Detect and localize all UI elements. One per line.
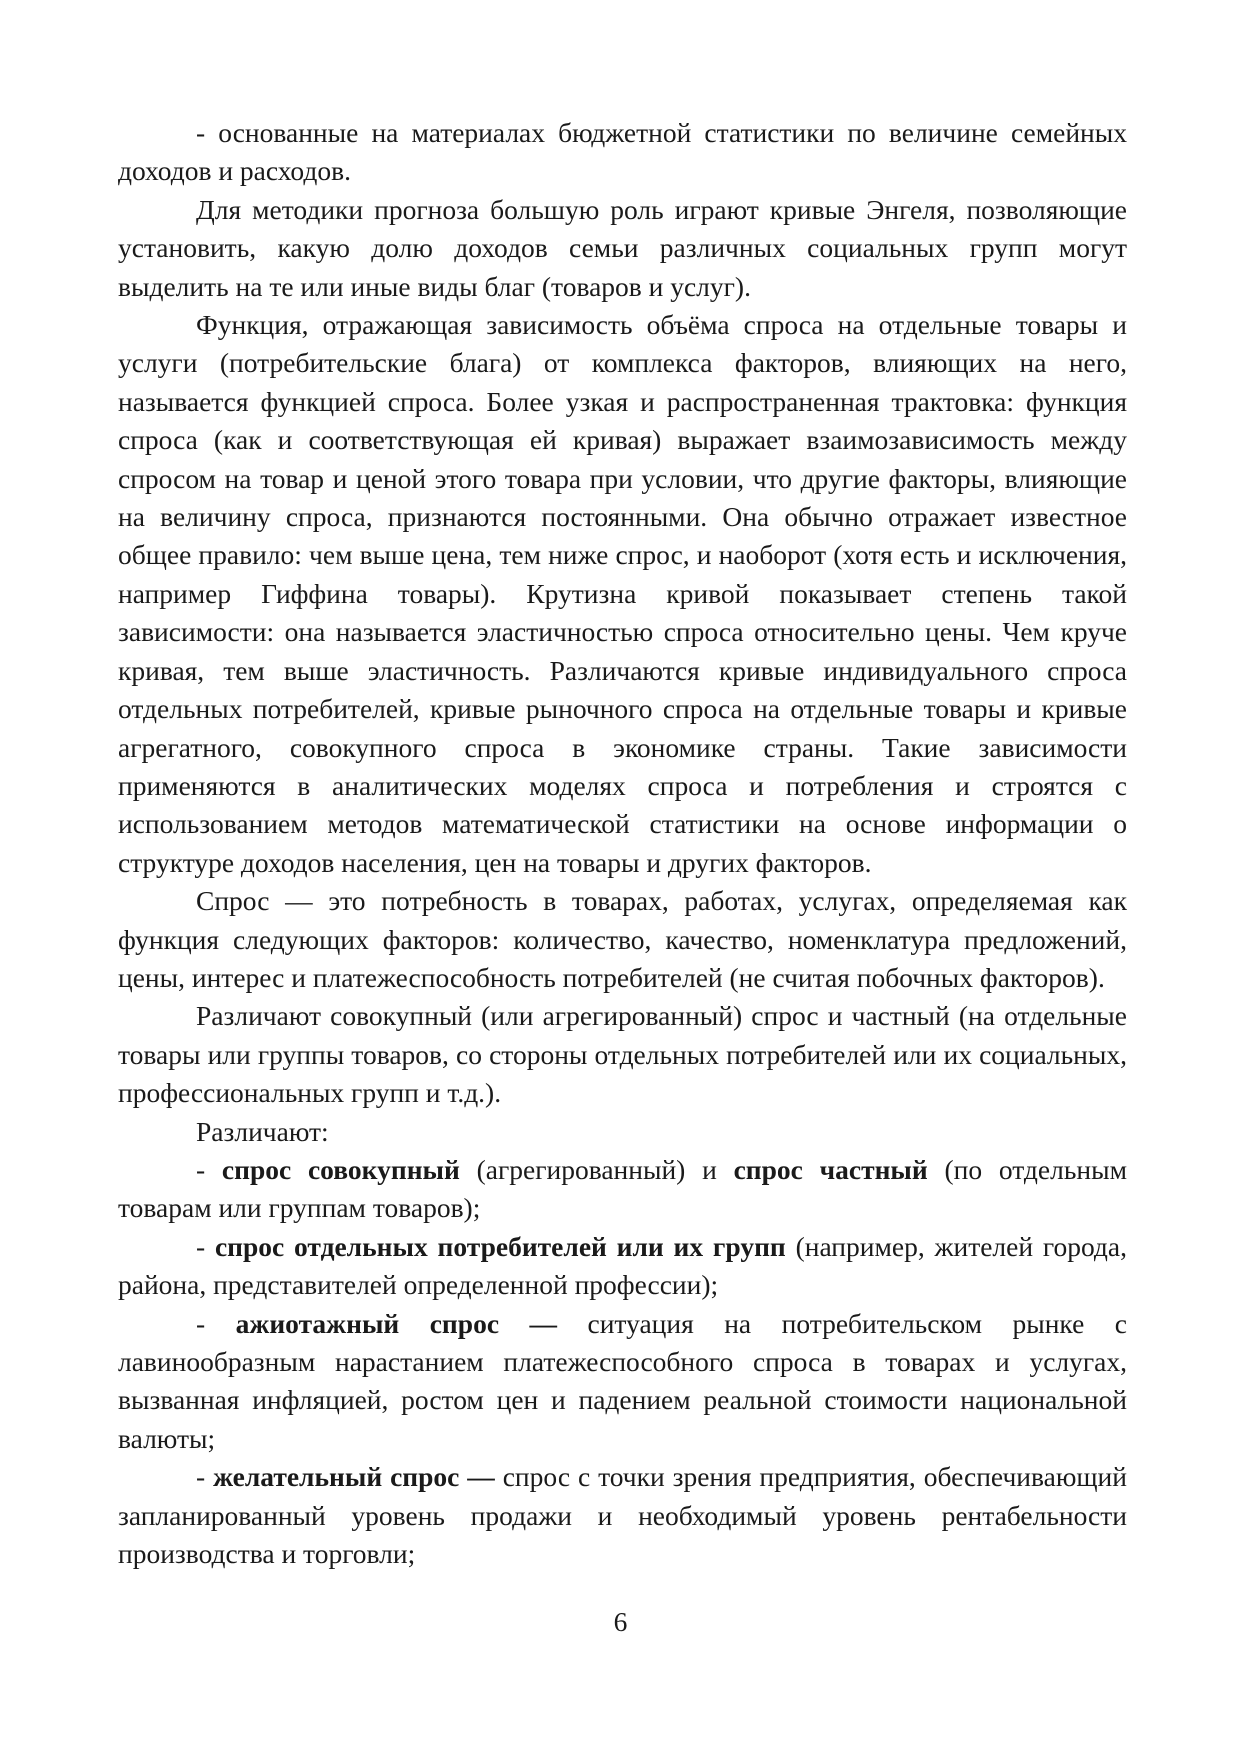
list-item-rest: (по отдельным товарам или группам товаров); [118, 1153, 1127, 1224]
term-consumer-groups-demand: спрос отдельных потребителей или их групп [214, 1230, 786, 1262]
list-item-rest: (например, жителей города, района, представителей определенной профессии); [118, 1230, 1127, 1301]
list-item-prefix: - [196, 1230, 215, 1262]
paragraph-aggregate-demand: Различают совокупный (или агрегированный) спрос и частный (на отдельные товары или группы товаров, со стороны отдельных потребителей или их социальных, профессиональных групп и т.д.). [118, 1000, 1127, 1109]
term-private-demand: спрос частный [733, 1153, 928, 1185]
list-item-prefix: - [196, 1153, 222, 1185]
list-item-consumers [118, 1228, 1127, 1305]
paragraph-budget-statistics: - основанные на материалах бюджетной статистики по величине семейных доходов и расходов. [118, 117, 1127, 187]
list-item-mid: (агрегированный) и [459, 1153, 734, 1185]
page-body [118, 114, 1127, 1573]
term-aggregate-demand: спрос совокупный [221, 1153, 460, 1185]
list-item-rest: ситуация на потребительском рынке с лавинообразным нарастанием платежеспособного спроса в товарах и услугах, вызванная инфляцией, ростом цен и падением реальной стоимости национальной валюты; [118, 1307, 1127, 1454]
paragraph-demand-function: Функция, отражающая зависимость объёма спроса на отдельные товары и услуги (потребительские блага) от комплекса факторов, влияющих на него, называется функцией спроса. Более узкая и распространенная трактовка: функция спроса (как и соответствующая ей кривая) выражает взаимозависимость между спросом на товар и ценой этого товара при условии, что другие факторы, влияющие на величину спроса, признаются постоянными. Она обычно отражает известное общее правило: чем выше цена, тем ниже спрос, и наоборот (хотя есть и исключения, например Гиффина товары). Крутизна кривой показывает степень такой зависимости: она называется эластичностью спроса относительно цены. Чем круче кривая, тем выше эластичность. Различаются кривые индивидуального спроса отдельных потребителей, кривые рыночного спроса на отдельные товары и кривые агрегатного, совокупного спроса в экономике страны. Такие зависимости применяются в аналитических моделях спроса и потребления и строятся с использованием методов математической статистики на основе информации о структуре доходов населения, цен на товары и других факторов. [118, 309, 1127, 878]
list-item-rest: спрос с точки зрения предприятия, обеспечивающий запланированный уровень продажи и необходимый уровень рентабельности производства и торговли; [118, 1461, 1127, 1570]
list-item-desired [118, 1458, 1127, 1573]
term-rush-demand: ажиотажный спрос — [235, 1307, 558, 1339]
paragraph-distinguish: Различают: [196, 1115, 329, 1147]
list-item-prefix: - [196, 1307, 236, 1339]
list-item-rush [118, 1305, 1127, 1459]
paragraph-demand-definition: Спрос — это потребность в товарах, работах, услугах, определяемая как функция следующих факторов: количество, качество, номенклатура предложений, цены, интерес и платежеспособность потребителей (не считая побочных факторов). [118, 885, 1127, 993]
term-desired-demand: желательный спрос — [213, 1461, 495, 1493]
list-item-aggregate [118, 1151, 1127, 1228]
page-number: 6 [613, 1606, 628, 1637]
list-item-prefix: - [196, 1461, 214, 1493]
paragraph-engel-curves: Для методики прогноза большую роль играют кривые Энгеля, позволяющие установить, какую долю доходов семьи различных социальных групп могут выделить на те или иные виды благ (товаров и услуг). [118, 193, 1127, 302]
